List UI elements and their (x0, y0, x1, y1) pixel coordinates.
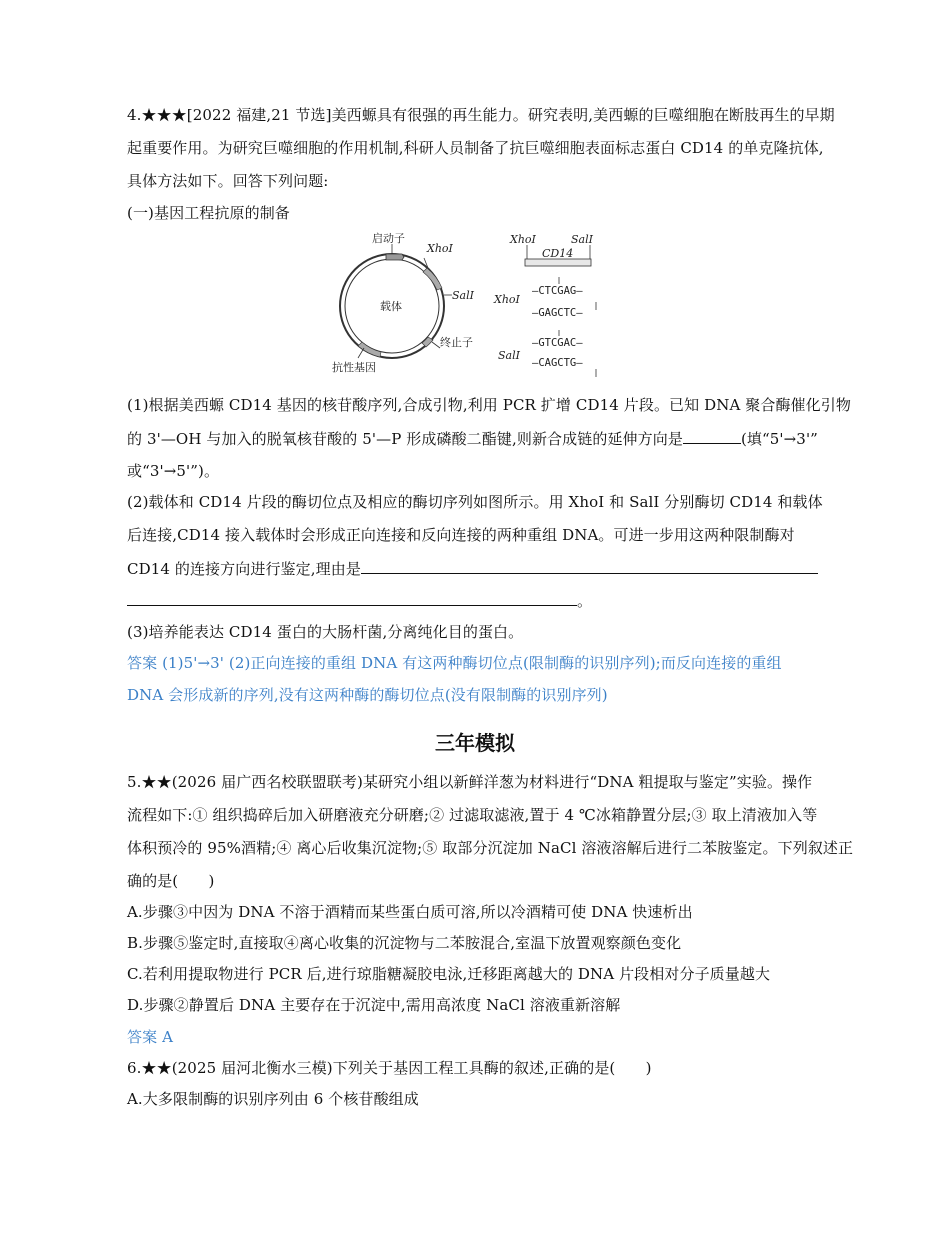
q4-sub2-end: 。 (577, 592, 593, 610)
promoter-segment (386, 254, 404, 260)
q4-line-1: 4.★★★[2022 福建,21 节选]美西螈具有很强的再生能力。研究表明,美西螈的巨噬细胞在断肢再生的早期 (127, 106, 835, 124)
cd14-fragment (525, 259, 591, 266)
q5-answer: 答案 A (127, 1028, 174, 1046)
xho-site-label-plasmid: XhoⅠ (427, 242, 453, 255)
q4-answer-line-2: DNA 会形成新的序列,没有这两种酶的酶切位点(没有限制酶的识别序列) (127, 686, 608, 704)
q4-sub2-line-3 (127, 558, 818, 579)
sal-seq-top: —GTCGAC— (532, 337, 583, 349)
cd14-label: CD14 (542, 247, 574, 260)
answer-blank-1[interactable] (683, 428, 741, 444)
sal-seq-label: SalⅠ (498, 349, 520, 362)
q4-line-2: 起重要作用。为研究巨噬细胞的作用机制,科研人员制备了抗巨噬细胞表面标志蛋白 CD14 的单克隆抗体, (127, 139, 824, 157)
q4-sub1-line-2 (127, 428, 818, 449)
promoter-label: 启动子 (372, 232, 405, 245)
q5-option-a: A.步骤③中因为 DNA 不溶于酒精而某些蛋白质可溶,所以冷酒精可使 DNA 快速析出 (127, 903, 693, 921)
cd14-insert-segment (423, 268, 442, 290)
q5-line-3: 体积预冷的 95%酒精;④ 离心后收集沉淀物;⑤ 取部分沉淀加 NaCl 溶液溶解后进行二苯胺鉴定。下列叙述正 (127, 839, 854, 857)
xho-label-top: XhoⅠ (510, 233, 536, 246)
xho-seq-bottom: —GAGCTC— (532, 307, 583, 319)
q5-line-4: 确的是( ) (127, 872, 215, 890)
q4-sub1-hint: (填“5'→3'” (740, 430, 818, 448)
q4-sub3: (3)培养能表达 CD14 蛋白的大肠杆菌,分离纯化目的蛋白。 (127, 623, 524, 641)
q5-line-2: 流程如下:① 组织捣碎后加入研磨液充分研磨;② 过滤取滤液,置于 4 ℃冰箱静置分层;③ 取上清液加入等 (127, 806, 818, 824)
resistance-gene-label: 抗性基因 (332, 361, 376, 374)
q4-line-3: 具体方法如下。回答下列问题: (127, 172, 329, 190)
q4-section-heading: (一)基因工程抗原的制备 (127, 204, 290, 222)
sal-site-label-plasmid: SalⅠ (452, 289, 474, 302)
section-title: 三年模拟 (435, 731, 515, 755)
q5-option-b: B.步骤⑤鉴定时,直接取④离心收集的沉淀物与二苯胺混合,室温下放置观察颜色变化 (127, 934, 682, 952)
q5-line-1: 5.★★(2026 届广西名校联盟联考)某研究小组以新鲜洋葱为材料进行“DNA 粗提取与鉴定”实验。操作 (127, 773, 813, 791)
q6-line-1: 6.★★(2025 届河北衡水三模)下列关于基因工程工具酶的叙述,正确的是( ) (127, 1059, 652, 1077)
q4-sub1-text: 的 3'—OH 与加入的脱氧核苷酸的 5'—P 形成磷酸二酯键,则新合成链的延伸方向是 (127, 430, 683, 448)
q4-answer-line-1: 答案 (1)5'→3' (2)正向连接的重组 DNA 有这两种酶切位点(限制酶的识别序列);而反向连接的重组 (127, 654, 782, 672)
sal-label-top: SalⅠ (571, 233, 593, 246)
q5-option-c: C.若利用提取物进行 PCR 后,进行琼脂糖凝胶电泳,迁移距离越大的 DNA 片段相对分子质量越大 (127, 965, 771, 983)
xho-seq-top: —CTCGAG— (532, 285, 583, 297)
terminator-label: 终止子 (440, 336, 473, 349)
q4-sub2-line-4 (127, 590, 592, 611)
q6-option-a: A.大多限制酶的识别序列由 6 个核苷酸组成 (127, 1090, 419, 1108)
resistance-gene-segment (358, 342, 381, 357)
q4-sub2-line-2: 后连接,CD14 接入载体时会形成正向连接和反向连接的两种重组 DNA。可进一步用这两种限制酶对 (127, 526, 795, 544)
answer-blank-3[interactable] (127, 590, 577, 606)
xho-seq-label: XhoⅠ (494, 293, 520, 306)
sal-seq-bottom: —CAGCTG— (532, 357, 583, 369)
q4-sub2-text: CD14 的连接方向进行鉴定,理由是 (127, 560, 361, 578)
answer-blank-2[interactable] (361, 558, 818, 574)
q4-sub2-line-1: (2)载体和 CD14 片段的酶切位点及相应的酶切序列如图所示。用 XhoⅠ 和 SalⅠ 分别酶切 CD14 和载体 (127, 493, 823, 511)
q5-option-d: D.步骤②静置后 DNA 主要存在于沉淀中,需用高浓度 NaCl 溶液重新溶解 (127, 996, 621, 1014)
q4-sub1-line-1: (1)根据美西螈 CD14 基因的核苷酸序列,合成引物,利用 PCR 扩增 CD14 片段。已知 DNA 聚合酶催化引物 (127, 396, 851, 414)
q4-sub1-line-3: 或“3'→5'”)。 (127, 462, 220, 480)
plasmid-figure (320, 222, 630, 382)
vector-label: 载体 (380, 300, 402, 313)
